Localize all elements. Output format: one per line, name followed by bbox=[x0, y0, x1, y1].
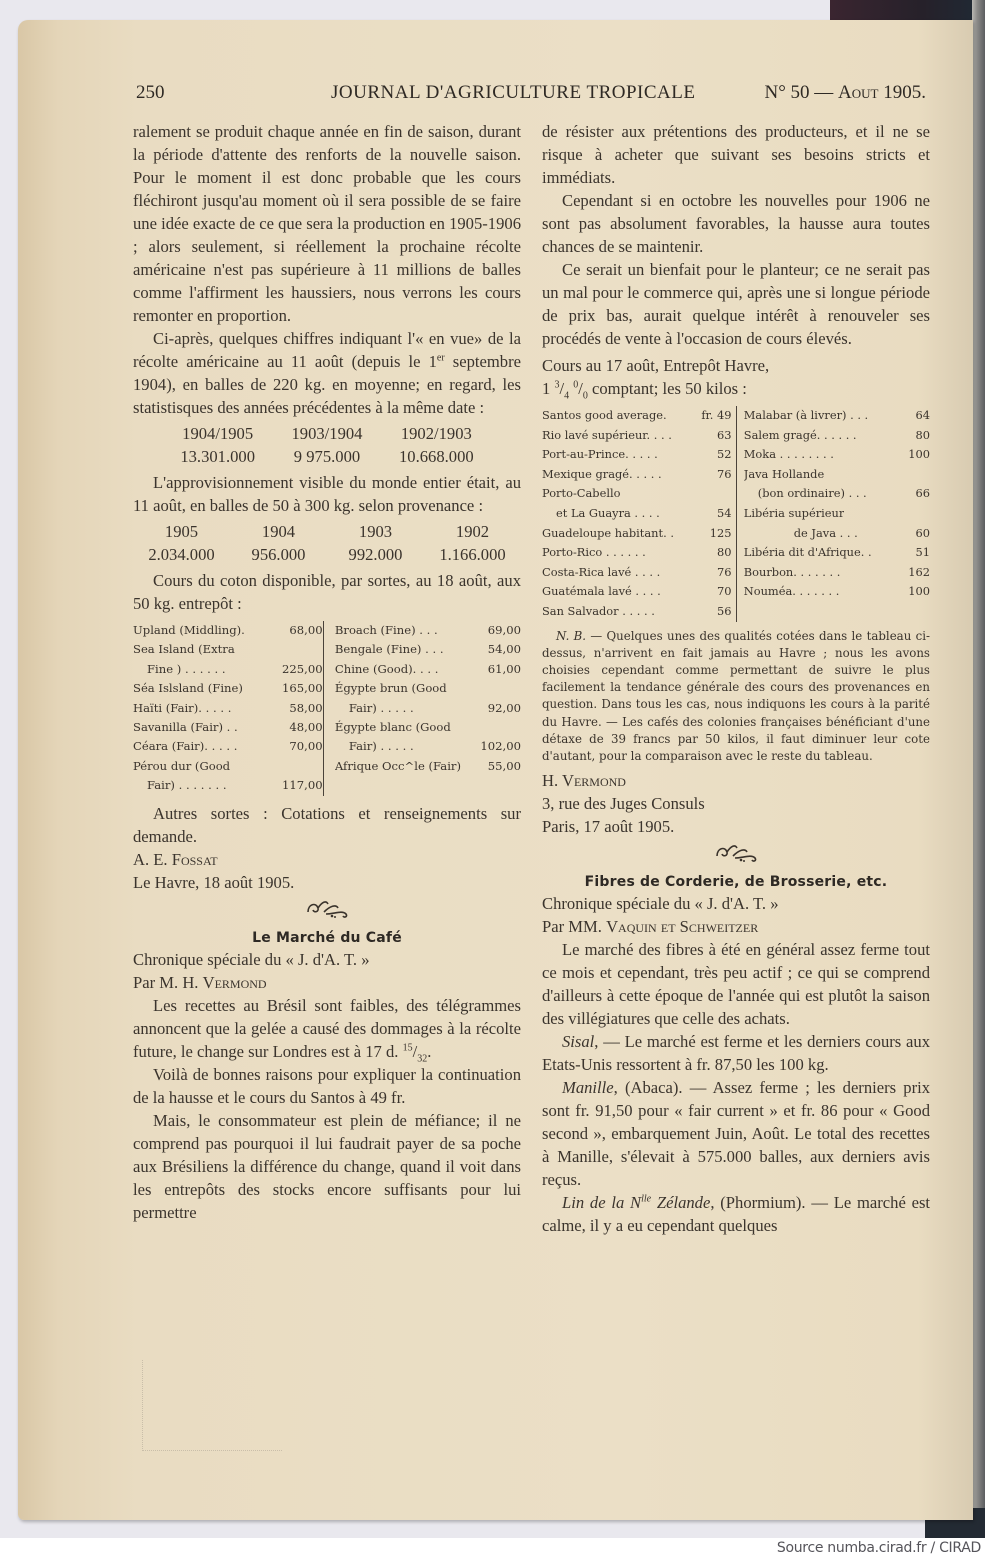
text: Zélande bbox=[651, 1193, 711, 1213]
table-row bbox=[744, 426, 930, 446]
issue-month: Aout bbox=[838, 82, 879, 103]
item-price: 80 bbox=[717, 545, 732, 560]
stat-value: 2.034.000 bbox=[148, 545, 215, 564]
supply-stats-years bbox=[133, 520, 521, 543]
item-price bbox=[319, 757, 323, 776]
dateline: Le Havre, 18 août 1905. bbox=[133, 872, 295, 892]
item-price: 58,00 bbox=[289, 700, 323, 715]
table-row bbox=[335, 699, 521, 718]
item-price: 92,00 bbox=[487, 700, 521, 715]
dateline: Paris, 17 août 1905. bbox=[542, 817, 675, 837]
paragraph: Ce serait un bienfait pour le planteur; ce ne serait pas un mal pour le commerce qui, après une si longue période de prix bas, aurait quelque intérêt à renouveler ses procédés de vente à l'occasion de cours élevés. bbox=[542, 260, 930, 348]
item-name: et La Guayra . . . . bbox=[556, 505, 660, 520]
item-name: Broach (Fine) . . . bbox=[334, 623, 438, 637]
item-name: (bon ordinaire) . . . bbox=[757, 486, 867, 501]
item-name: Afrique Occ^le (Fair) bbox=[334, 758, 461, 773]
stat-value: 9 975.000 bbox=[293, 447, 361, 466]
table-row bbox=[335, 621, 521, 640]
item-name: Moka . . . . . . . . bbox=[743, 447, 834, 462]
cotton-price-table bbox=[133, 621, 521, 796]
table-row bbox=[542, 406, 732, 426]
table-row bbox=[133, 757, 323, 776]
item-price: 125 bbox=[709, 525, 732, 540]
coffee-table-left bbox=[542, 406, 736, 622]
item-name: Rio lavé supérieur. . . . bbox=[542, 427, 672, 442]
paragraph: Cependant si en octobre les nouvelles pour 1906 ne sont pas absolument favorables, la hausse aura toutes chances de se maintenir. bbox=[542, 191, 930, 256]
item-price bbox=[517, 679, 521, 698]
item-price: 80 bbox=[915, 427, 930, 442]
table-row bbox=[744, 465, 930, 485]
item-price: 70 bbox=[717, 584, 732, 599]
issue-number: N° 50 — bbox=[764, 82, 839, 103]
item-name: Haïti (Fair). . . . . bbox=[133, 700, 232, 715]
source-credit: Source numba.cirad.fr / CIRAD bbox=[776, 1540, 981, 1556]
paragraph bbox=[542, 1030, 930, 1076]
journal-title: JOURNAL D'AGRICULTURE TROPICALE bbox=[331, 82, 696, 103]
item-name: Port-au-Prince. . . . . bbox=[542, 447, 658, 462]
item-price: 64 bbox=[915, 408, 930, 422]
item-name: Bourbon. . . . . . . bbox=[743, 564, 841, 579]
table-row bbox=[542, 524, 732, 544]
superscript: er bbox=[436, 352, 445, 364]
byline-author: Vermond bbox=[202, 972, 267, 992]
section-title-fibres: Fibres de Corderie, de Brosserie, etc. bbox=[584, 874, 888, 891]
table-row bbox=[335, 737, 521, 756]
percent-sup: 0 bbox=[573, 379, 579, 391]
paragraph bbox=[542, 1076, 930, 1191]
page-number: 250 bbox=[136, 82, 165, 103]
item-name: Séa Islsland (Fine) bbox=[133, 681, 243, 696]
text: . bbox=[427, 1041, 432, 1061]
paragraph: ralement se produit chaque année en fin de saison, durant la période d'attente des renforts de la nouvelle saison. Pour le moment il est donc probable que les cours fléchiront jusqu'au moment où il sera possible de se faire une idée exacte de ce que sera la production en 1905-1906 ; alors seulement, si réellement la prochaine récolte américaine n'est pas supérieure à 11 millions de balles comme l'affirment les haussiers, nous verrons les cours remonter en proportion. bbox=[133, 122, 521, 325]
item-name: Céara (Fair). . . . . bbox=[133, 739, 238, 754]
author-address: 3, rue des Juges Consuls bbox=[542, 794, 705, 814]
table-row bbox=[542, 465, 732, 485]
library-stamp bbox=[142, 1360, 282, 1455]
paragraph bbox=[133, 327, 521, 419]
table-row bbox=[542, 426, 732, 446]
text: septembre 1904), en balles de 220 kg. en moyenne; en regard, les statistisques des années précédentes à la même date : bbox=[133, 352, 521, 417]
item-name: Pérou dur (Good bbox=[133, 758, 231, 773]
text: comptant; les 50 kilos : bbox=[587, 379, 747, 398]
table-divider bbox=[323, 621, 331, 796]
item-price: 165,00 bbox=[282, 681, 323, 696]
table-row bbox=[542, 445, 732, 465]
fleuron-ornament-icon bbox=[542, 842, 930, 868]
stat-year: 1903 bbox=[358, 522, 393, 541]
table-row bbox=[335, 718, 521, 737]
item-price: 66 bbox=[915, 486, 930, 501]
item-price bbox=[319, 640, 323, 659]
stat-value: 1.166.000 bbox=[439, 545, 506, 564]
item-name: Upland (Middling). bbox=[133, 623, 245, 637]
table-row bbox=[744, 484, 930, 504]
paragraph: Les recettes au Brésil sont faibles, des télégrammes annoncent que la gelée a causé des dommages à la récolte future, le change sur Londres est à 17 d. $^{15}/_{32}$. bbox=[133, 995, 521, 1064]
item-price: 76 bbox=[717, 466, 732, 481]
item-price: 76 bbox=[717, 564, 732, 579]
stat-value: 956.000 bbox=[251, 545, 306, 564]
item-name: San Salvador . . . . . bbox=[542, 603, 655, 618]
section-subtitle: Chronique spéciale du « J. d'A. T. » bbox=[133, 949, 370, 969]
item-price: 70,00 bbox=[289, 739, 323, 754]
item-name: Égypte brun (Good bbox=[334, 681, 447, 696]
item-price: 100 bbox=[908, 584, 930, 599]
item-name: Nouméa. . . . . . . bbox=[743, 584, 840, 599]
item-price: 56 bbox=[717, 603, 732, 618]
fleuron-ornament-icon bbox=[133, 898, 521, 924]
table-row bbox=[133, 640, 323, 659]
table-row bbox=[133, 737, 323, 756]
item-price: 225,00 bbox=[282, 661, 323, 676]
commodity-label bbox=[562, 1193, 710, 1212]
text: , (Phormium). — Le marché est calme, il y a eu cependant quelques bbox=[542, 1193, 931, 1236]
section-byline bbox=[133, 971, 521, 994]
stat-year: 1904/1905 bbox=[182, 424, 254, 443]
item-price bbox=[728, 484, 732, 504]
table-row bbox=[744, 524, 930, 544]
item-name: Java Hollande bbox=[743, 466, 825, 481]
stat-year: 1904 bbox=[261, 522, 296, 541]
text: Les recettes au Brésil sont faibles, des télégrammes annoncent que la gelée a causé des dommages à la récolte future, le change sur Londres est à 17 d. bbox=[133, 995, 521, 1061]
superscript: lle bbox=[641, 1193, 652, 1205]
cotton-table-left bbox=[133, 621, 323, 796]
item-price bbox=[517, 718, 521, 737]
stat-year: 1902 bbox=[455, 522, 490, 541]
item-name: Savanilla (Fair) . . bbox=[133, 720, 238, 735]
coffee-price-table bbox=[542, 406, 930, 622]
item-name: Porto-Rico . . . . . . bbox=[542, 545, 646, 560]
table-row bbox=[542, 484, 732, 504]
table-row bbox=[542, 602, 732, 622]
fraction-numerator: 3 bbox=[554, 379, 560, 391]
book-binding-edge bbox=[972, 0, 985, 1538]
left-column bbox=[133, 120, 521, 1224]
crop-stats bbox=[133, 422, 521, 468]
fraction-numerator: 15 bbox=[402, 1042, 413, 1054]
cotton-table-right bbox=[331, 621, 521, 796]
paragraph: de résister aux prétentions des producteurs, et il ne se risque à acheter que suivant ses besoins stricts et immédiats. bbox=[542, 122, 930, 187]
paragraph: Cours du coton disponible, par sortes, au 18 août, aux 50 kg. entrepôt : bbox=[133, 571, 521, 613]
section-byline bbox=[542, 915, 930, 938]
item-price: 63 bbox=[717, 427, 732, 442]
text: , (Abaca). — Assez ferme ; les derniers prix sont fr. 91,50 pour « fair current » et fr. 86 pour « Good second », embarquement Juin, Août. Le total des recettes à Manille, s'élevait à 575.000 balles, aux derniers avis reçus. bbox=[542, 1078, 930, 1190]
stat-value: 10.668.000 bbox=[398, 447, 474, 466]
paragraph: L'approvisionnement visible du monde entier était, au 11 août, en balles de 50 à 300 kg. selon provenance : bbox=[133, 473, 521, 515]
item-price bbox=[926, 504, 930, 524]
table-row bbox=[335, 660, 521, 679]
item-name: Égypte blanc (Good bbox=[334, 720, 451, 735]
item-name: Porto-Cabello bbox=[542, 486, 621, 501]
table-row bbox=[542, 563, 732, 583]
fraction-denominator: 32 bbox=[417, 1052, 428, 1064]
text: , — Le marché est ferme et les derniers cours aux Etats-Unis ressortent à fr. 87,50 les 100 kg. bbox=[542, 1032, 930, 1075]
item-price: 60 bbox=[915, 525, 930, 540]
author-signature: H. Vermond bbox=[542, 771, 626, 791]
item-price: 54 bbox=[717, 505, 732, 520]
item-name: Fine ) . . . . . . bbox=[147, 661, 226, 676]
table-row bbox=[744, 406, 930, 426]
item-name: Mexique gragé. . . . . bbox=[542, 466, 662, 481]
crop-stats-years bbox=[163, 422, 491, 445]
item-price: 117,00 bbox=[282, 778, 323, 793]
nb-label: N. B. bbox=[556, 628, 587, 643]
item-price: 102,00 bbox=[480, 739, 521, 754]
item-price: fr. 49 bbox=[701, 408, 732, 422]
item-name: Costa-Rica lavé . . . . bbox=[542, 564, 661, 579]
table-row bbox=[133, 776, 323, 795]
item-name: Guadeloupe habitant. . bbox=[542, 525, 674, 540]
stat-value: 13.301.000 bbox=[180, 447, 255, 466]
fraction-denominator: 4 bbox=[564, 390, 570, 402]
running-header bbox=[136, 82, 926, 106]
table-caption: Cours au 17 août, Entrepôt Havre, bbox=[542, 356, 770, 375]
byline-author: Vaquin et Schweitzer bbox=[606, 917, 759, 937]
item-name: Sea Island (Extra bbox=[133, 642, 235, 657]
table-row bbox=[335, 679, 521, 698]
table-row bbox=[744, 543, 930, 563]
table-row bbox=[133, 621, 323, 640]
stat-year: 1903/1904 bbox=[291, 424, 363, 443]
crop-stats-values bbox=[163, 445, 491, 468]
section-title-cafe: Le Marché du Café bbox=[252, 929, 402, 946]
table-row bbox=[133, 679, 323, 698]
item-name: Guatémala lavé . . . . bbox=[542, 584, 661, 599]
item-price: 162 bbox=[908, 564, 930, 579]
commodity-label: Sisal bbox=[562, 1032, 595, 1052]
item-name: Chine (Good). . . . bbox=[334, 661, 439, 676]
paragraph: Autres sortes : Cotations et renseignements sur demande. bbox=[133, 803, 521, 846]
paragraph bbox=[542, 1191, 930, 1237]
item-price: 54,00 bbox=[487, 642, 521, 657]
paragraph: Mais, le consommateur est plein de méfiance; il ne comprend pas pourquoi il lui faudrait payer de sa poche aux Brésiliens la différence du change, quand il voit dans les entrepôts des stocks encore suffisants pour lui permettre bbox=[133, 1110, 521, 1222]
section-subtitle: Chronique spéciale du « J. d'A. T. » bbox=[542, 894, 779, 914]
item-price: 69,00 bbox=[487, 623, 521, 637]
table-row bbox=[744, 504, 930, 524]
item-name: Salem gragé. . . . . . bbox=[743, 427, 857, 442]
text: 1 bbox=[542, 379, 555, 398]
item-name: Fair) . . . . . bbox=[348, 700, 414, 715]
table-row bbox=[744, 563, 930, 583]
item-name: Fair) . . . . . bbox=[348, 739, 414, 754]
item-price: 68,00 bbox=[289, 623, 323, 637]
byline-prefix: Par MM. bbox=[542, 917, 607, 937]
text: Ci-après, quelques chiffres indiquant l'« en vue» de la récolte américaine au 11 août (depuis le 1 bbox=[133, 329, 521, 371]
supply-stats bbox=[133, 520, 521, 566]
right-column bbox=[542, 120, 930, 1237]
item-name: de Java . . . bbox=[793, 525, 858, 540]
stat-year: 1902/1903 bbox=[400, 424, 472, 443]
table-divider bbox=[736, 406, 744, 622]
table-caption: 1 $^3/_4$ $^0/_0$ comptant; les 50 kilos : bbox=[542, 379, 747, 402]
stat-year: 1905 bbox=[164, 522, 199, 541]
table-row bbox=[542, 582, 732, 602]
book-binding-top bbox=[830, 0, 985, 22]
item-name: Libéria dit d'Afrique. . bbox=[743, 545, 872, 560]
item-name: Fair) . . . . . . . bbox=[147, 778, 227, 793]
item-price: 48,00 bbox=[289, 720, 323, 735]
table-row bbox=[542, 543, 732, 563]
table-row bbox=[744, 445, 930, 465]
paragraph: Le marché des fibres à été en général assez ferme tout ce mois et cependant, très peu actif ; ce qui se comprend d'ailleurs à cette époque de l'année qui est plutôt la saison des villégiatures que celle des achats. bbox=[542, 940, 930, 1029]
table-row bbox=[335, 640, 521, 659]
byline-prefix: Par M. H. bbox=[133, 972, 203, 992]
table-row bbox=[133, 660, 323, 679]
coffee-table-right bbox=[744, 406, 930, 622]
item-name: Malabar (à livrer) . . . bbox=[743, 408, 869, 422]
item-name: Santos good average. bbox=[542, 408, 667, 422]
table-row bbox=[744, 582, 930, 602]
paragraph: Voilà de bonnes raisons pour expliquer la continuation de la hausse et le cours du Santos à 49 fr. bbox=[133, 1064, 521, 1107]
nb-text: — Quelques unes des qualités cotées dans le tableau ci-dessus, n'arrivent en fait jamais au Havre ; nous les avons choisies cependant comme permettant de suivre le plus facilement la tendance générale des cours des provenances en question. Dans tous les cas, nous indiquons les cours à la parité du Havre. — Les cafés des colonies françaises bénéficiant d'une détaxe de 39 francs par 50 kilos, il faut diminuer leur cote d'autant, pour la comparaison avec le reste du tableau. bbox=[542, 628, 930, 763]
issue-year: 1905. bbox=[878, 82, 926, 103]
text: Lin de la N bbox=[562, 1193, 642, 1213]
table-row bbox=[133, 718, 323, 737]
table-row bbox=[335, 757, 521, 776]
item-price: 55,00 bbox=[487, 758, 521, 773]
item-price: 100 bbox=[908, 447, 930, 462]
percent-sub: 0 bbox=[582, 390, 588, 402]
author-signature: A. E. Fossat bbox=[133, 849, 218, 869]
item-price: 52 bbox=[717, 447, 732, 462]
stat-value: 992.000 bbox=[348, 545, 403, 564]
item-price: 51 bbox=[915, 545, 930, 560]
item-name: Libéria supérieur bbox=[743, 505, 845, 520]
table-row bbox=[542, 504, 732, 524]
nota-bene bbox=[542, 628, 930, 766]
item-price bbox=[926, 465, 930, 485]
item-price: 61,00 bbox=[487, 661, 521, 676]
item-name: Bengale (Fine) . . . bbox=[334, 642, 444, 657]
table-row bbox=[133, 699, 323, 718]
commodity-label: Manille bbox=[562, 1078, 614, 1098]
supply-stats-values bbox=[133, 543, 521, 566]
issue-info bbox=[764, 82, 926, 104]
